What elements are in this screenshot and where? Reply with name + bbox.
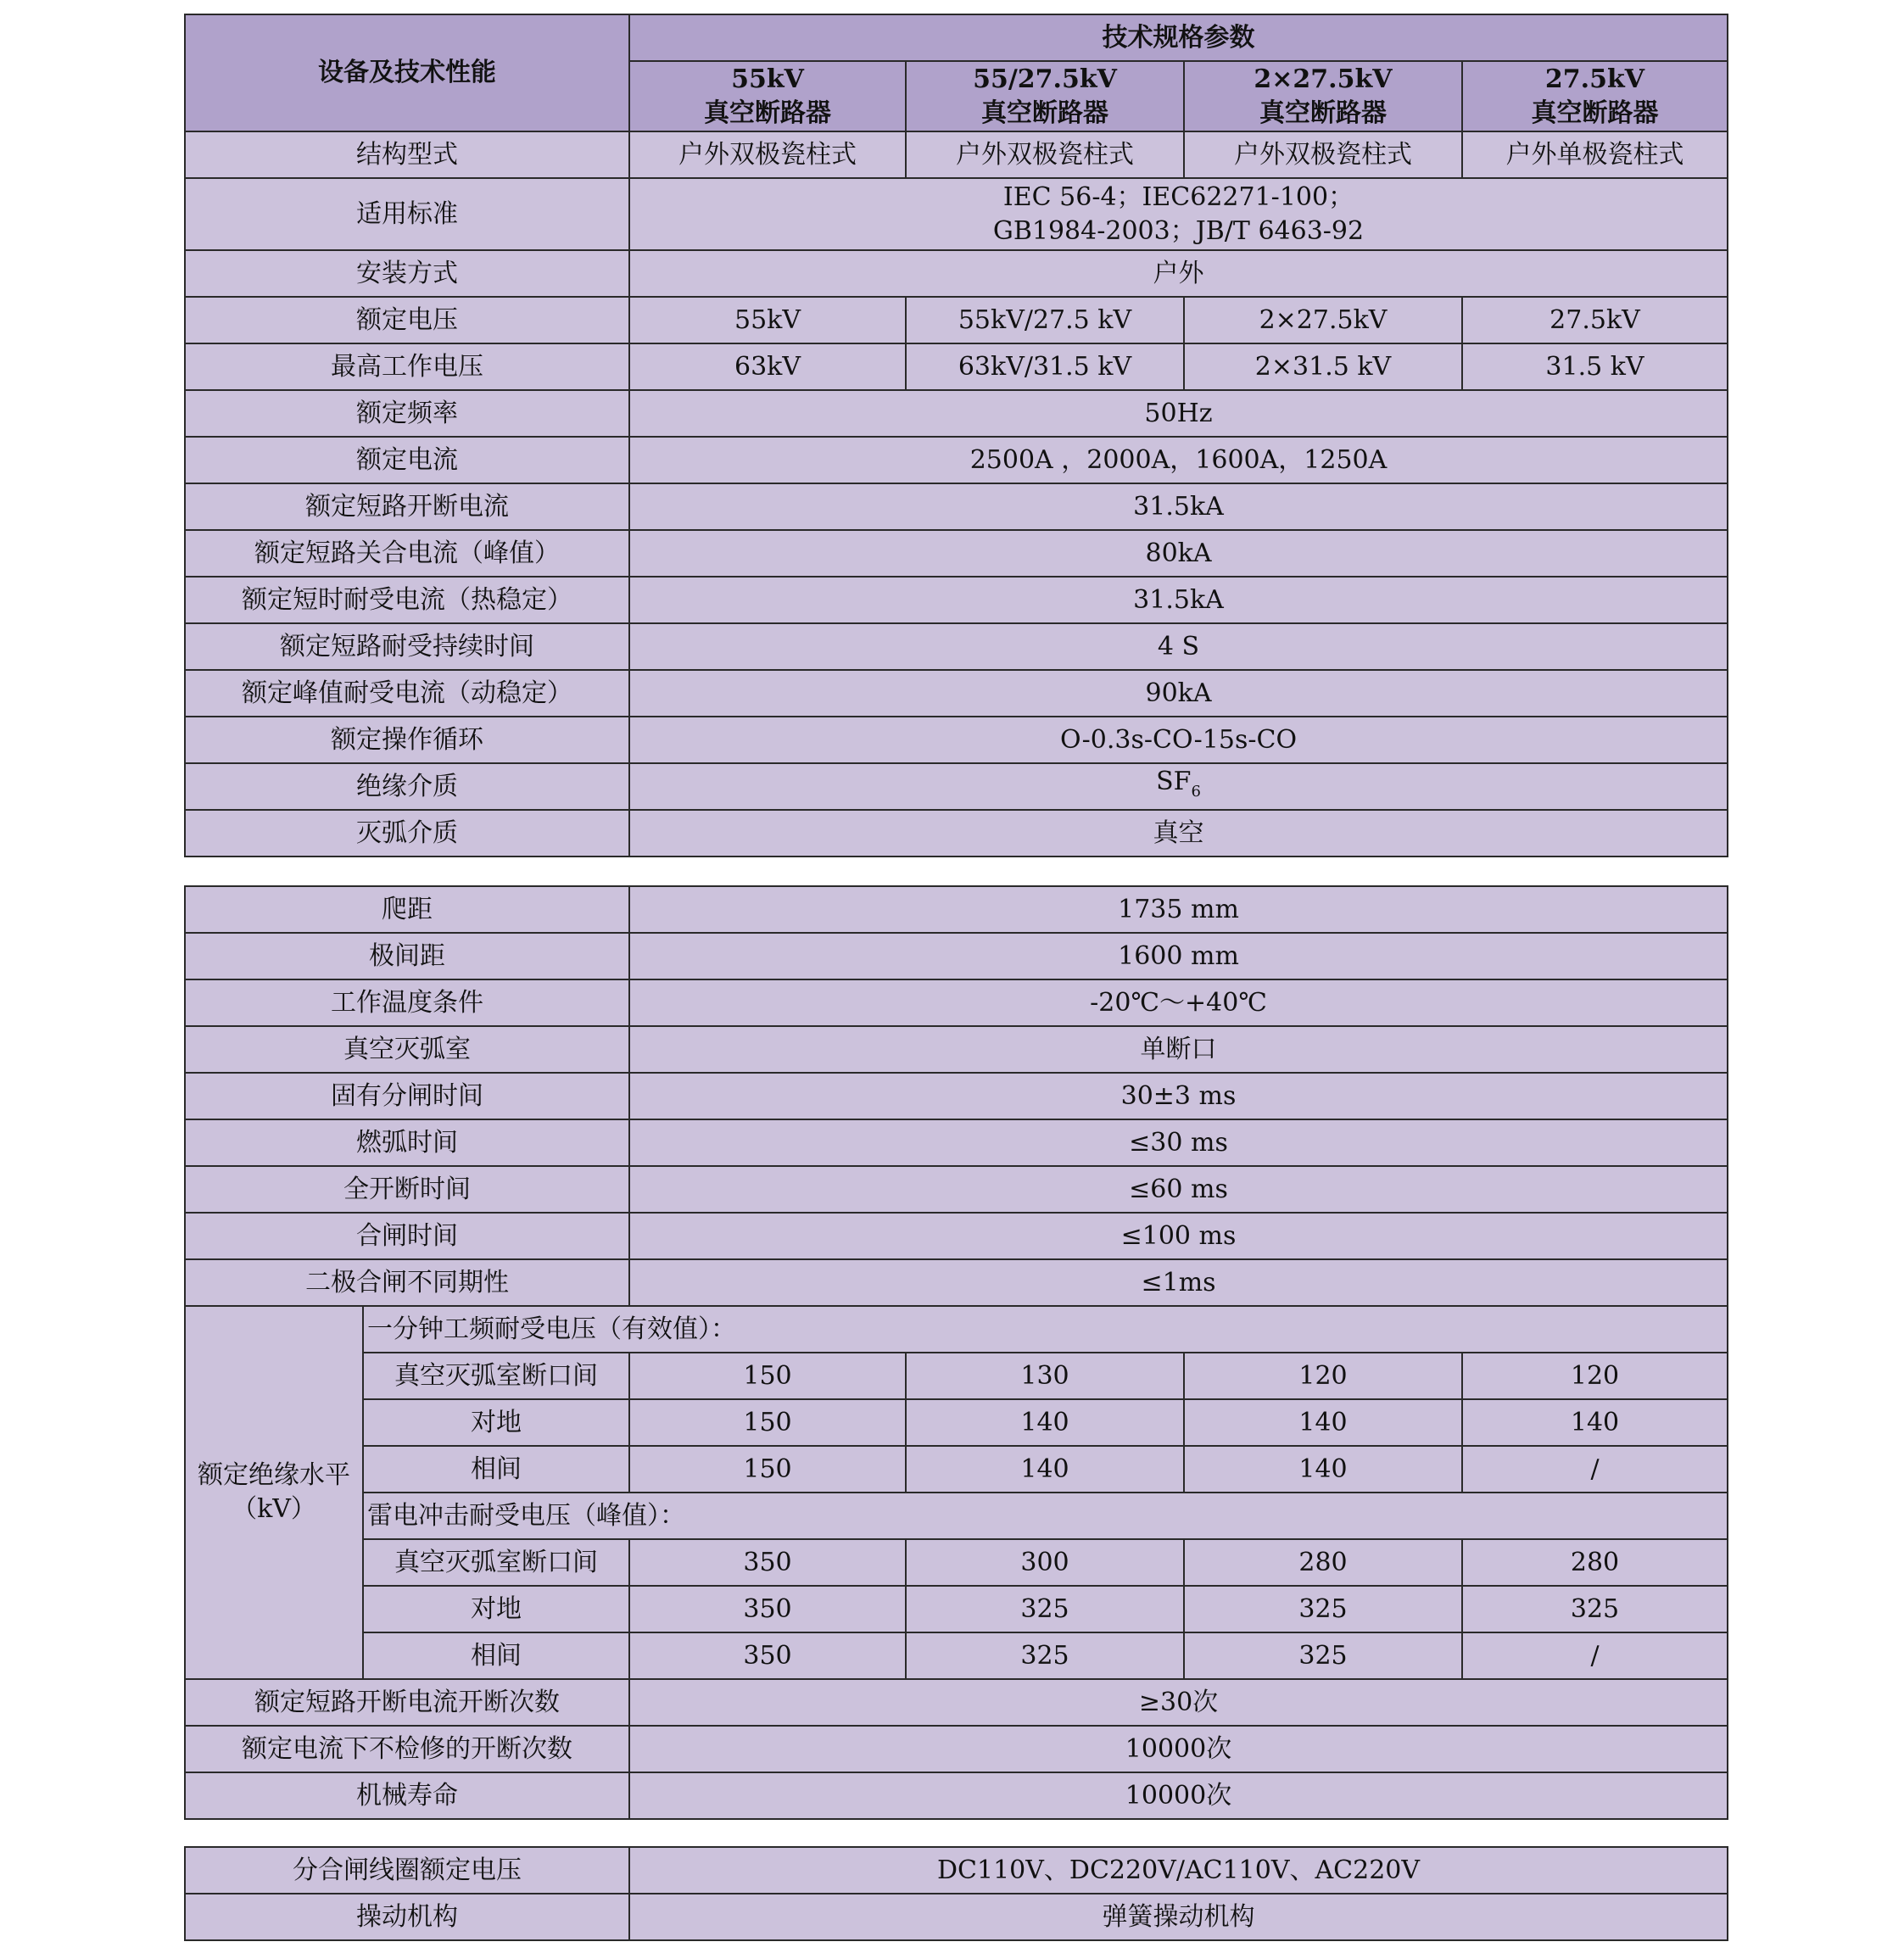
table-row — [185, 1073, 1728, 1119]
cell-value: 120 — [1184, 1353, 1462, 1399]
table-row — [185, 1726, 1728, 1772]
cell-value: 300 — [906, 1539, 1184, 1586]
cell-value: 280 — [1184, 1539, 1462, 1586]
row-label: 真空灭弧室断口间 — [363, 1353, 629, 1399]
table-row — [185, 483, 1728, 530]
cell-value: 55kV — [629, 297, 906, 343]
cell-value: $SF_6$ — [629, 763, 1728, 810]
cell-value: 真空 — [629, 810, 1728, 857]
table-row — [185, 297, 1728, 343]
table-row — [185, 1166, 1728, 1213]
cell-value: 325 — [906, 1632, 1184, 1679]
spec-title: 技术规格参数 — [629, 14, 1728, 61]
table-row — [185, 1493, 1728, 1539]
cell-value: 140 — [1184, 1446, 1462, 1493]
row-label: 额定短路关合电流（峰值） — [185, 530, 629, 577]
cell-value: 140 — [1462, 1399, 1728, 1446]
table-row — [185, 1772, 1728, 1819]
row-label: 固有分闸时间 — [185, 1073, 629, 1119]
cell-value: 弹簧操动机构 — [629, 1894, 1728, 1940]
row-label: 适用标准 — [185, 178, 629, 250]
cell-value: 户外双极瓷柱式 — [906, 131, 1184, 178]
cell-value: ≤30 ms — [629, 1119, 1728, 1166]
row-label: 额定电流下不检修的开断次数 — [185, 1726, 629, 1772]
cell-value: 325 — [1184, 1632, 1462, 1679]
table-row — [185, 1847, 1728, 1894]
cell-value: 140 — [1184, 1399, 1462, 1446]
cell-value: 80kA — [629, 530, 1728, 577]
cell-value: 31.5kA — [629, 577, 1728, 623]
row-label: 燃弧时间 — [185, 1119, 629, 1166]
table-row — [185, 1894, 1728, 1940]
table-row — [185, 670, 1728, 717]
table-row — [185, 623, 1728, 670]
cell-value: 350 — [629, 1632, 906, 1679]
power-frequency-title: 一分钟工频耐受电压（有效值）： — [363, 1306, 1728, 1353]
cell-value: IEC 56-4；IEC62271-100； GB1984-2003；JB/T 6463-92 — [629, 178, 1728, 250]
cell-value: O-0.3s-CO-15s-CO — [629, 717, 1728, 763]
cell-value: 350 — [629, 1586, 906, 1632]
insulation-level-label: 额定绝缘水平 （kV） — [185, 1306, 363, 1679]
cell-value: 2×31.5 kV — [1184, 343, 1462, 390]
row-label: 真空灭弧室断口间 — [363, 1539, 629, 1586]
row-label: 灭弧介质 — [185, 810, 629, 857]
table-row — [185, 343, 1728, 390]
row-label: 对地 — [363, 1586, 629, 1632]
cell-value: -20℃～+40℃ — [629, 979, 1728, 1026]
row-label: 额定短路开断电流开断次数 — [185, 1679, 629, 1726]
row-label: 全开断时间 — [185, 1166, 629, 1213]
row-label: 爬距 — [185, 886, 629, 933]
device-column-header: 设备及技术性能 — [185, 14, 629, 131]
column-header-2x27kv: 2×27.5kV 真空断路器 — [1184, 61, 1462, 131]
row-label: 相间 — [363, 1446, 629, 1493]
cell-value: ≥30次 — [629, 1679, 1728, 1726]
table-row — [185, 1119, 1728, 1166]
cell-value: DC110V、DC220V/AC110V、AC220V — [629, 1847, 1728, 1894]
row-label: 安装方式 — [185, 250, 629, 297]
cell-value: 130 — [906, 1353, 1184, 1399]
row-label: 极间距 — [185, 933, 629, 979]
row-label: 结构型式 — [185, 131, 629, 178]
cell-value: 户外 — [629, 250, 1728, 297]
table-row — [185, 1399, 1728, 1446]
table-row — [185, 1586, 1728, 1632]
cell-value: 30±3 ms — [629, 1073, 1728, 1119]
row-label: 额定操作循环 — [185, 717, 629, 763]
cell-value: 户外双极瓷柱式 — [1184, 131, 1462, 178]
cell-value: 325 — [906, 1586, 1184, 1632]
cell-value: 户外单极瓷柱式 — [1462, 131, 1728, 178]
row-label: 机械寿命 — [185, 1772, 629, 1819]
row-label: 最高工作电压 — [185, 343, 629, 390]
cell-value: 280 — [1462, 1539, 1728, 1586]
table-row — [185, 810, 1728, 857]
cell-value: ≤100 ms — [629, 1213, 1728, 1259]
cell-value: 325 — [1184, 1586, 1462, 1632]
cell-value: 2500A ，2000A，1600A，1250A — [629, 437, 1728, 483]
table-row — [185, 577, 1728, 623]
row-label: 额定电流 — [185, 437, 629, 483]
table-row — [185, 763, 1728, 810]
column-header-55kv: 55kV 真空断路器 — [629, 61, 906, 131]
column-header-55-27kv: 55/27.5kV 真空断路器 — [906, 61, 1184, 131]
spec-table-main — [184, 14, 1728, 857]
column-header-27kv: 27.5kV 真空断路器 — [1462, 61, 1728, 131]
cell-value: 140 — [906, 1446, 1184, 1493]
row-label: 真空灭弧室 — [185, 1026, 629, 1073]
table-row — [185, 530, 1728, 577]
row-label: 分合闸线圈额定电压 — [185, 1847, 629, 1894]
cell-value: 1600 mm — [629, 933, 1728, 979]
impulse-title: 雷电冲击耐受电压（峰值）： — [363, 1493, 1728, 1539]
cell-value: 10000次 — [629, 1726, 1728, 1772]
cell-value: 150 — [629, 1353, 906, 1399]
cell-value: 63kV/31.5 kV — [906, 343, 1184, 390]
table-row — [185, 1632, 1728, 1679]
row-label: 二极合闸不同期性 — [185, 1259, 629, 1306]
row-label: 额定峰值耐受电流（动稳定） — [185, 670, 629, 717]
cell-value: 120 — [1462, 1353, 1728, 1399]
row-label: 额定短时耐受电流（热稳定） — [185, 577, 629, 623]
cell-value: / — [1462, 1632, 1728, 1679]
table-row — [185, 1213, 1728, 1259]
cell-value: 27.5kV — [1462, 297, 1728, 343]
cell-value: 140 — [906, 1399, 1184, 1446]
cell-value: ≤60 ms — [629, 1166, 1728, 1213]
cell-value: / — [1462, 1446, 1728, 1493]
table-row — [185, 933, 1728, 979]
row-label: 额定电压 — [185, 297, 629, 343]
table-row — [185, 1446, 1728, 1493]
row-label: 相间 — [363, 1632, 629, 1679]
row-label: 额定短路耐受持续时间 — [185, 623, 629, 670]
table-row — [185, 1539, 1728, 1586]
table-row — [185, 1259, 1728, 1306]
table-row — [185, 1353, 1728, 1399]
row-label: 工作温度条件 — [185, 979, 629, 1026]
cell-value: 150 — [629, 1399, 906, 1446]
spec-table-performance — [184, 885, 1728, 1820]
row-label: 额定频率 — [185, 390, 629, 437]
table-row — [185, 131, 1728, 178]
spec-table-mechanism — [184, 1846, 1728, 1941]
table-row — [185, 886, 1728, 933]
table-row — [185, 1679, 1728, 1726]
cell-value: 2×27.5kV — [1184, 297, 1462, 343]
table-row — [185, 979, 1728, 1026]
cell-value: 350 — [629, 1539, 906, 1586]
row-label: 合闸时间 — [185, 1213, 629, 1259]
cell-value: 31.5kA — [629, 483, 1728, 530]
cell-value: 4 S — [629, 623, 1728, 670]
cell-value: 单断口 — [629, 1026, 1728, 1073]
cell-value: 户外双极瓷柱式 — [629, 131, 906, 178]
table-row — [185, 1306, 1728, 1353]
cell-value: 50Hz — [629, 390, 1728, 437]
table-row — [185, 437, 1728, 483]
table-row — [185, 250, 1728, 297]
table-row — [185, 1026, 1728, 1073]
cell-value: ≤1ms — [629, 1259, 1728, 1306]
cell-value: 150 — [629, 1446, 906, 1493]
cell-value: 63kV — [629, 343, 906, 390]
cell-value: 1735 mm — [629, 886, 1728, 933]
cell-value: 90kA — [629, 670, 1728, 717]
cell-value: 55kV/27.5 kV — [906, 297, 1184, 343]
row-label: 额定短路开断电流 — [185, 483, 629, 530]
row-label: 操动机构 — [185, 1894, 629, 1940]
cell-value: 10000次 — [629, 1772, 1728, 1819]
row-label: 对地 — [363, 1399, 629, 1446]
cell-value: 325 — [1462, 1586, 1728, 1632]
cell-value: 31.5 kV — [1462, 343, 1728, 390]
table-row — [185, 178, 1728, 250]
table-row — [185, 717, 1728, 763]
row-label: 绝缘介质 — [185, 763, 629, 810]
table-row — [185, 390, 1728, 437]
